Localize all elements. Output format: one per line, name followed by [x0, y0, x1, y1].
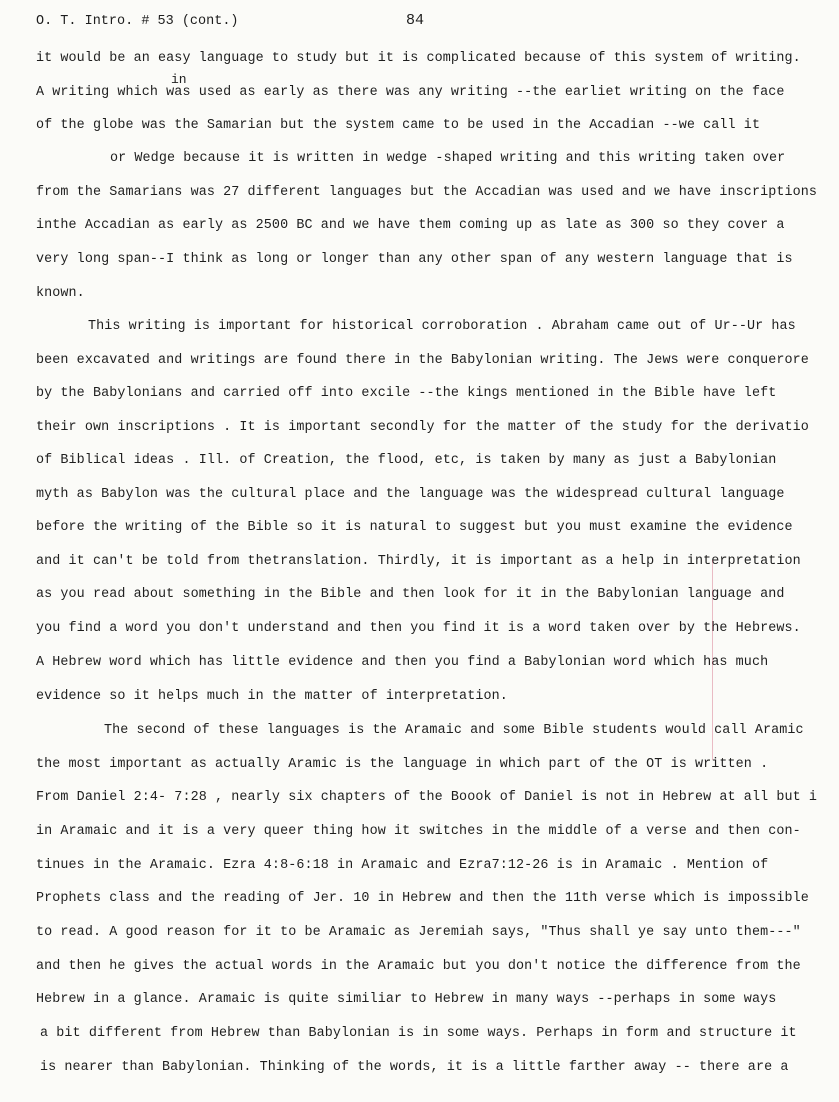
- text-line: been excavated and writings are found there in the Babylonian writing. The Jews were conquerore: [36, 353, 809, 368]
- text-line: as you read about something in the Bible and then look for it in the Babylonian language and: [36, 587, 785, 602]
- page-number: 84: [406, 12, 425, 29]
- text-line: it would be an easy language to study but it is complicated because of this system of writing.: [36, 51, 801, 66]
- text-line: The second of these languages is the Aramaic and some Bible students would call Aramic: [104, 723, 804, 738]
- text-line: in Aramaic and it is a very queer thing how it switches in the middle of a verse and then con-: [36, 824, 801, 839]
- text-line: of Biblical ideas . Ill. of Creation, the flood, etc, is taken by many as just a Babylonian: [36, 453, 777, 468]
- text-line: a bit different from Hebrew than Babylonian is in some ways. Perhaps in form and structure it: [40, 1026, 797, 1041]
- text-line: is nearer than Babylonian. Thinking of the words, it is a little farther away -- there are a: [40, 1060, 789, 1075]
- text-line: This writing is important for historical corroboration . Abraham came out of Ur--Ur has: [88, 319, 796, 334]
- text-line: and then he gives the actual words in the Aramaic but you don't notice the difference from the: [36, 959, 801, 974]
- text-line: A Hebrew word which has little evidence and then you find a Babylonian word which has much: [36, 655, 769, 670]
- text-line: very long span--I think as long or longer than any other span of any western language that is: [36, 252, 793, 267]
- text-line: from the Samarians was 27 different languages but the Accadian was used and we have inscriptions: [36, 185, 818, 200]
- text-line: their own inscriptions . It is important secondly for the matter of the study for the derivatio: [36, 420, 809, 435]
- text-line: Prophets class and the reading of Jer. 10 in Hebrew and then the 11th verse which is impossible: [36, 891, 809, 906]
- text-line: inthe Accadian as early as 2500 BC and we have them coming up as late as 300 so they cover a: [36, 218, 785, 233]
- text-line: tinues in the Aramaic. Ezra 4:8-6:18 in Aramaic and Ezra7:12-26 is in Aramaic . Mention of: [36, 858, 769, 873]
- text-line: before the writing of the Bible so it is natural to suggest but you must examine the evidence: [36, 520, 793, 535]
- text-line: From Daniel 2:4- 7:28 , nearly six chapters of the Boook of Daniel is not in Hebrew at all but i: [36, 790, 818, 805]
- text-line: of the globe was the Samarian but the system came to be used in the Accadian --we call it: [36, 118, 761, 133]
- text-line: the most important as actually Aramic is the language in which part of the OT is written .: [36, 757, 769, 772]
- header-title: O. T. Intro. # 53 (cont.): [36, 14, 239, 29]
- text-line: Hebrew in a glance. Aramaic is quite similiar to Hebrew in many ways --perhaps in some ways: [36, 992, 777, 1007]
- text-line: evidence so it helps much in the matter of interpretation.: [36, 689, 508, 704]
- text-line: known.: [36, 286, 85, 301]
- text-line: to read. A good reason for it to be Aramaic as Jeremiah says, "Thus shall ye say unto them---": [36, 925, 801, 940]
- text-line: you find a word you don't understand and then you find it is a word taken over by the Hebrews.: [36, 621, 801, 636]
- margin-pencil-mark: [712, 560, 713, 760]
- text-line: or Wedge because it is written in wedge -shaped writing and this writing taken over: [110, 151, 786, 166]
- text-line: myth as Babylon was the cultural place and the language was the widespread cultural language: [36, 487, 785, 502]
- text-line: A writing which was used as early as there was any writing --the earliet writing on the face: [36, 85, 785, 100]
- text-line: and it can't be told from thetranslation. Thirdly, it is important as a help in interpretation: [36, 554, 801, 569]
- handwritten-insertion: in: [171, 72, 187, 87]
- text-line: by the Babylonians and carried off into excile --the kings mentioned in the Bible have left: [36, 386, 777, 401]
